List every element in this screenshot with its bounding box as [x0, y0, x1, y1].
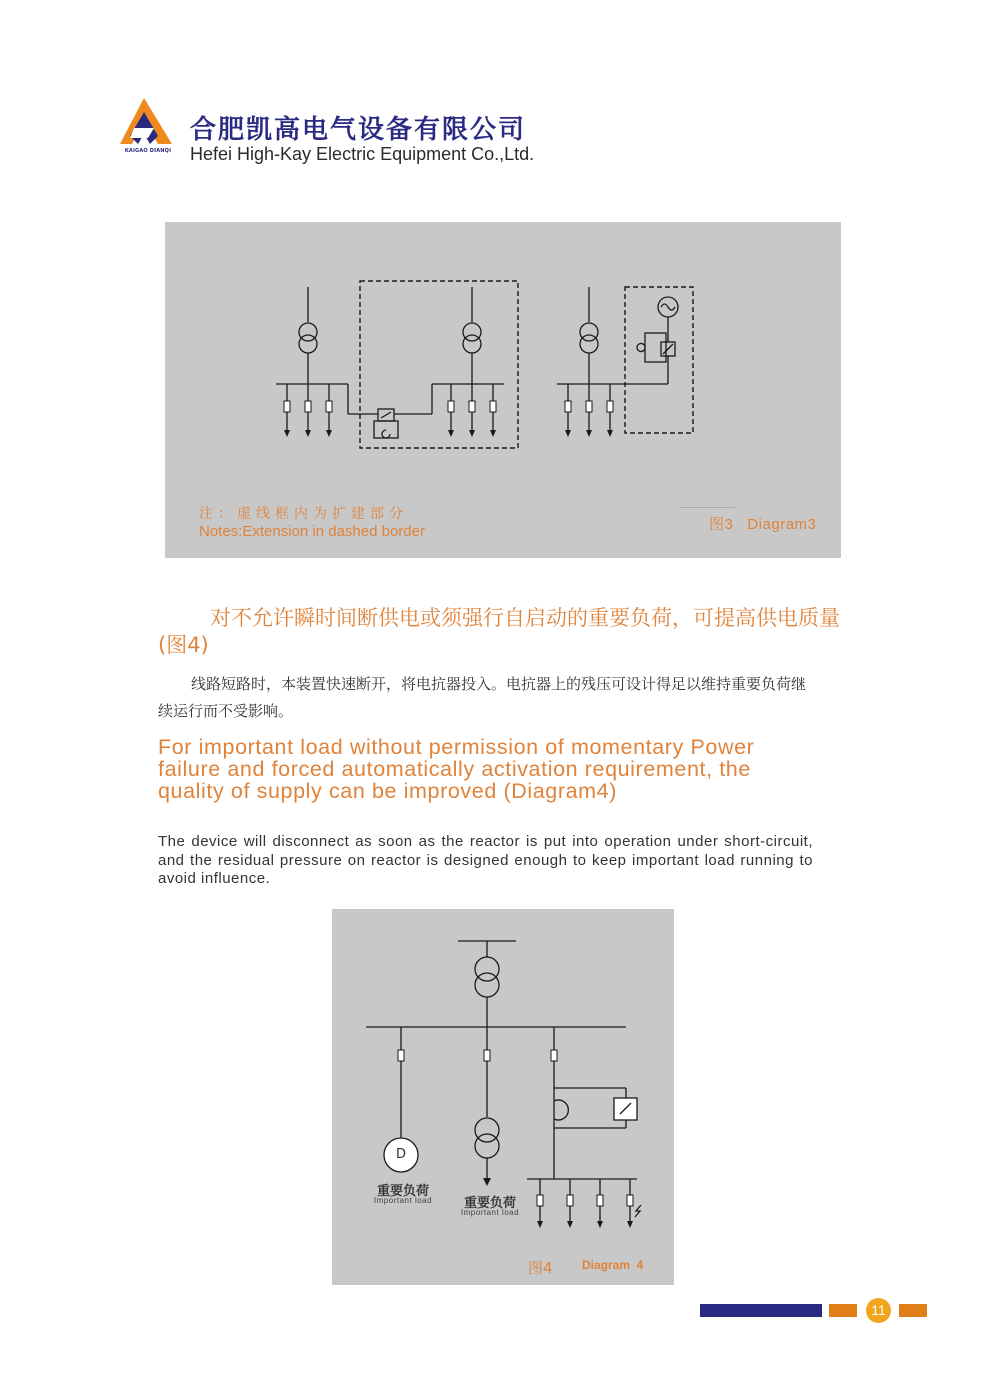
- load-label-en: Important load: [373, 1196, 433, 1205]
- limiter-feeder: [551, 1027, 637, 1179]
- load-label-cn: 重要负荷: [376, 1184, 429, 1199]
- transformer-icon: [475, 941, 499, 1027]
- section-body-cn: 线路短路时，本装置快速断开，将电抗器投入。电抗器上的残压可设计得足以维持重要负荷继续运行而不受影响。: [158, 675, 807, 720]
- page-number: 11: [866, 1298, 891, 1323]
- divider: [680, 507, 735, 508]
- feeder-group: [448, 384, 496, 437]
- transformer-icon: [299, 287, 317, 384]
- diagram3-note-cn: 注：虚线框内为扩建部分: [199, 506, 408, 522]
- load-label-en: Important load: [460, 1208, 520, 1217]
- section-body-en: The device will disconnect as soon as the reactor is put into operation under short-circuit, and the residual pressure on reactor is designed enough to keep important load running to avoid influence.: [158, 833, 813, 887]
- limiter-device-icon: [374, 409, 432, 438]
- company-name-en: Hefei High-Kay Electric Equipment Co.,Ltd.: [190, 144, 535, 164]
- feeder-group: [284, 384, 332, 437]
- diagram4-label-cn: 图4: [528, 1259, 553, 1277]
- footer-bar: [700, 1304, 822, 1317]
- transformer-load-feeder: [475, 1027, 499, 1186]
- feeder-group: [565, 384, 613, 437]
- section-heading-cn: 对不允许瞬时间断供电或须强行自启动的重要负荷，可提高供电质量(图4): [158, 606, 840, 657]
- generator-icon: [658, 297, 678, 342]
- footer-bar: [829, 1304, 857, 1317]
- transformer-icon: [463, 287, 481, 384]
- diagram3-label: 图3 Diagram3: [709, 516, 817, 533]
- feeder-group: [537, 1179, 641, 1228]
- load-label-cn: 重要负荷: [463, 1196, 516, 1211]
- section-heading-en: For important load without permission of momentary Power failure and forced automatically activation requirement, the quality of supply can be improved (Diagram4): [158, 735, 755, 803]
- reactor-icon: [554, 1100, 568, 1120]
- transformer-icon: [580, 287, 598, 384]
- fault-icon: [635, 1205, 641, 1217]
- motor-label: D: [395, 1147, 406, 1162]
- footer-bar: [899, 1304, 927, 1317]
- limiter-device-icon: [637, 333, 675, 384]
- diagram3-note-en: Notes:Extension in dashed border: [199, 523, 425, 540]
- company-name-cn: 合肥凯高电气设备有限公司: [190, 115, 527, 145]
- diagram4-label-en: Diagram 4: [582, 1258, 644, 1272]
- logo-caption: KAIGAO DIANQI: [124, 148, 172, 154]
